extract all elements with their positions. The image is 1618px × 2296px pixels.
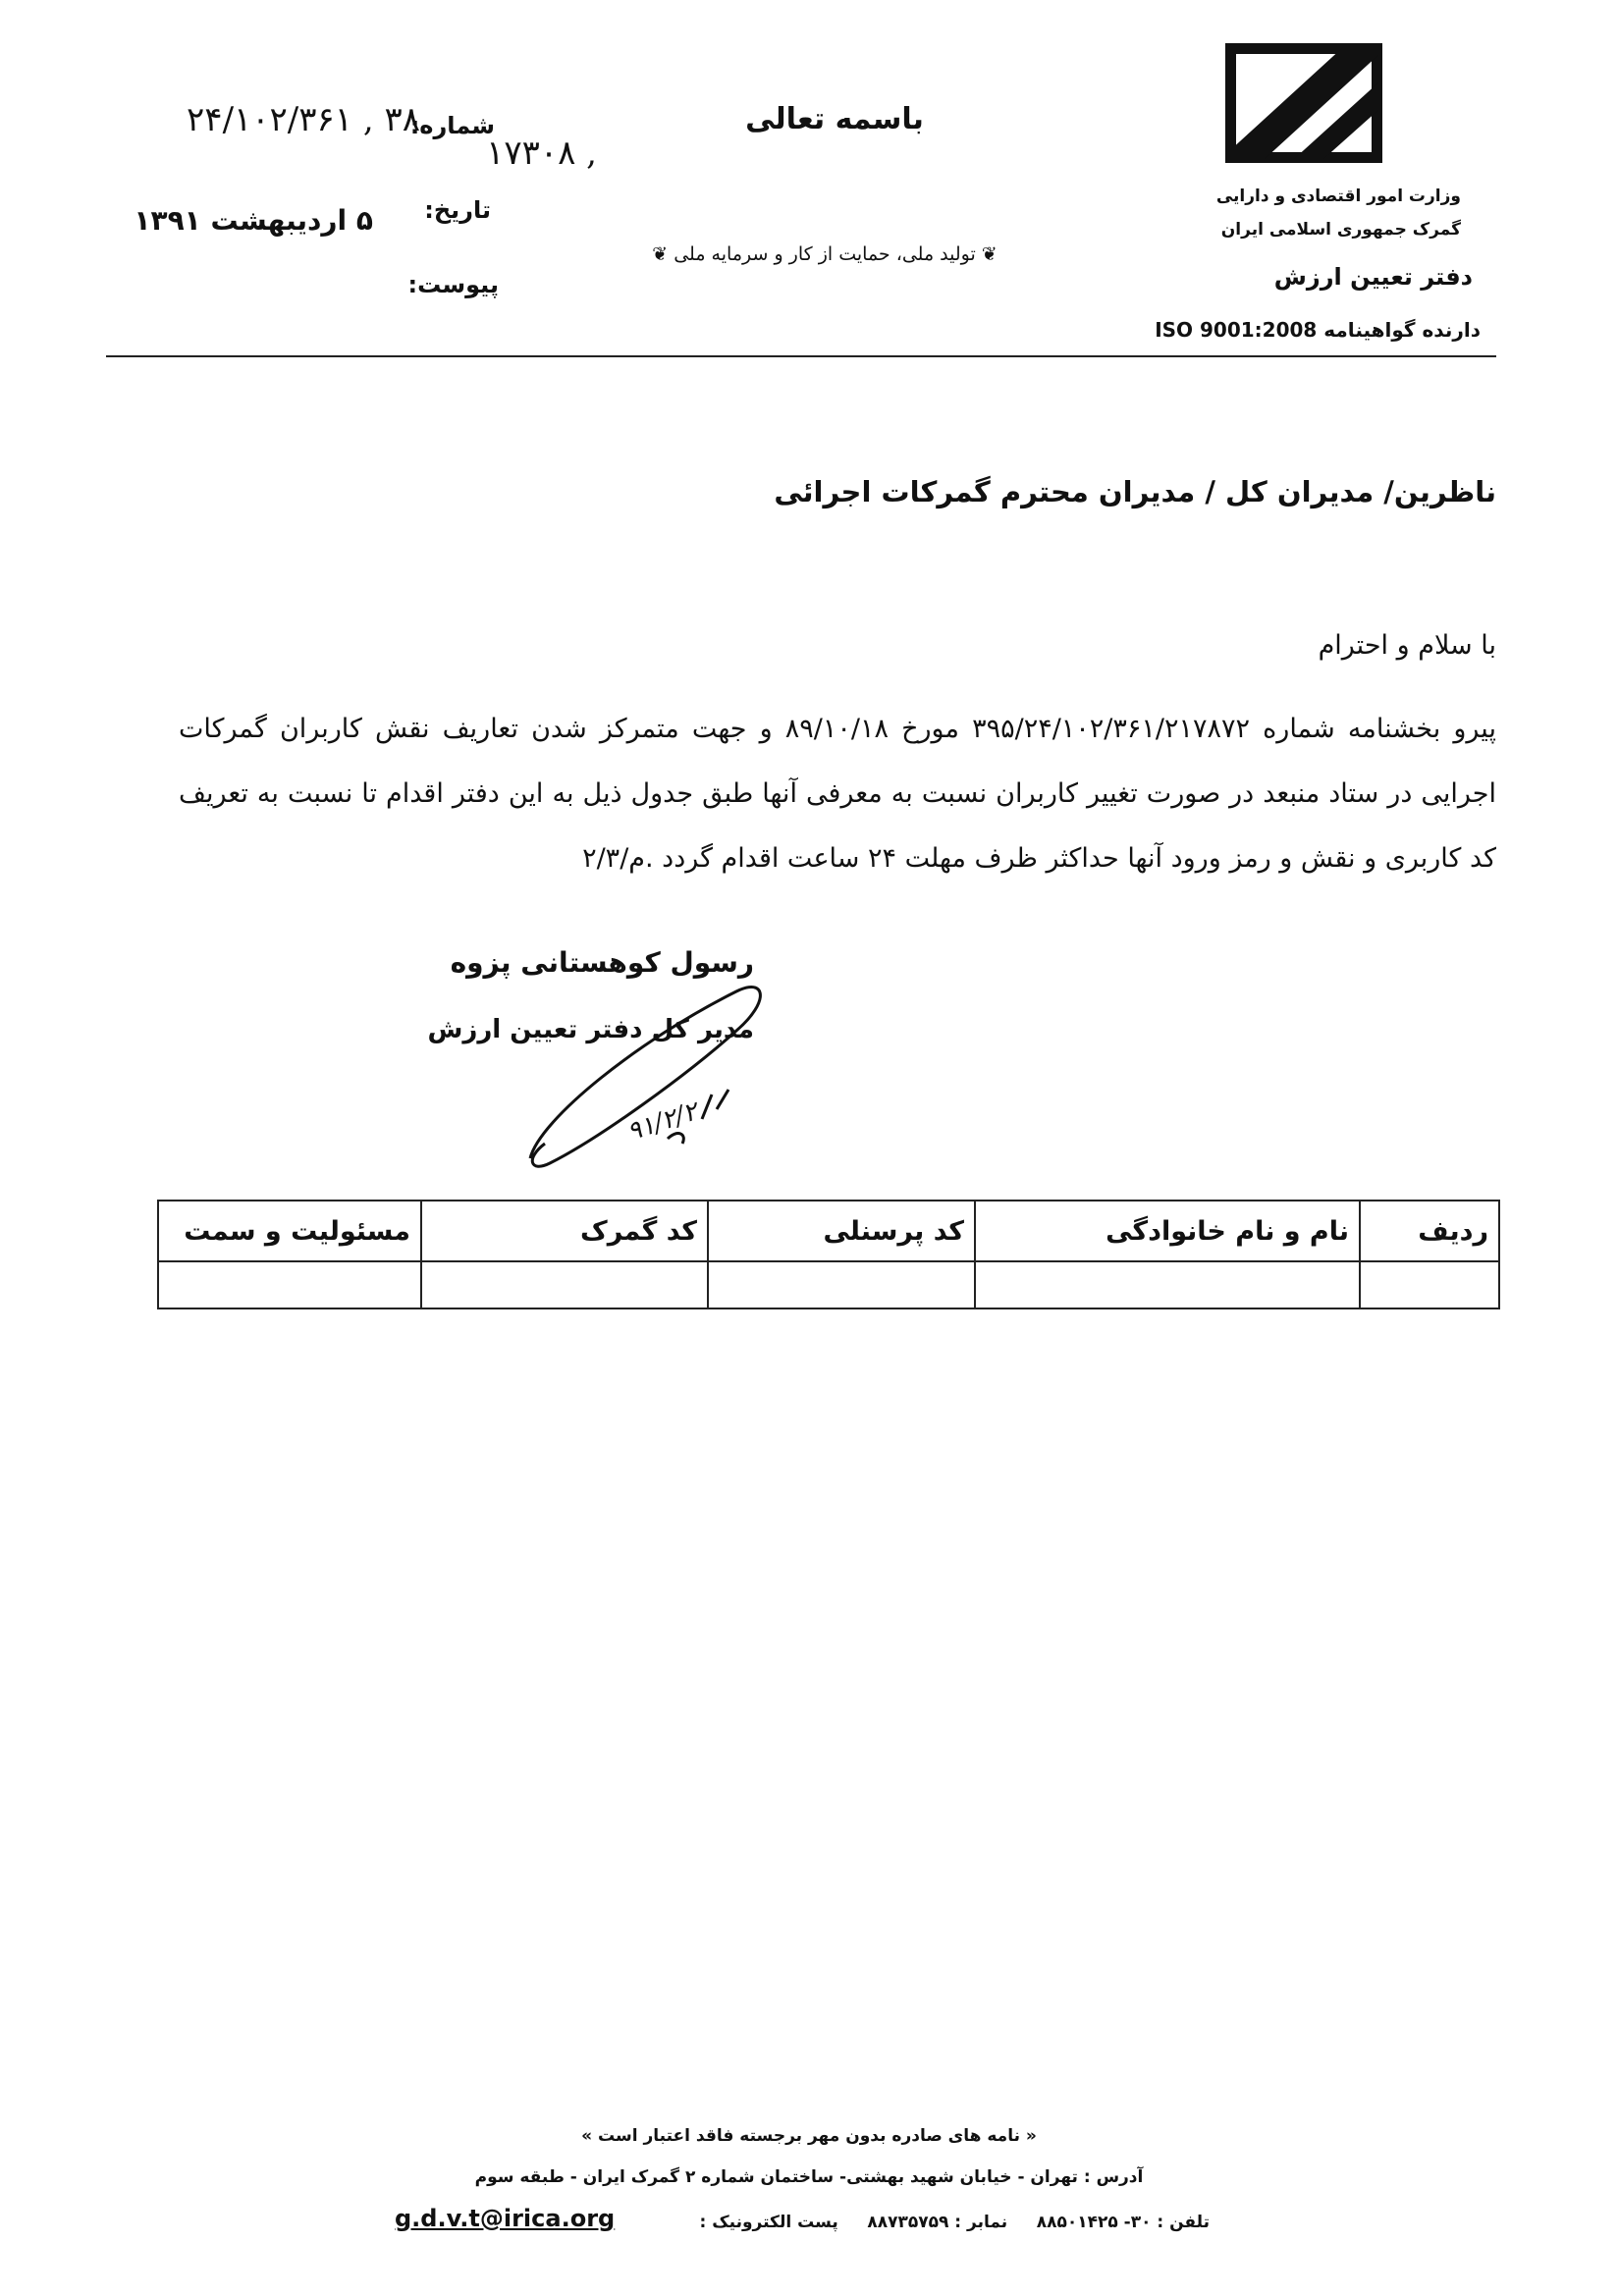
footer-address: آدرس : تهران - خیابان شهید بهشتی- ساختمان شماره ۲ گمرک ایران - طبقه سوم [474, 2167, 1144, 2187]
table-cell [421, 1261, 708, 1308]
motto-mark-icon: ❦ [652, 243, 674, 265]
customs-logo-icon [1225, 43, 1382, 163]
signatory-name: رسول کوهستانی پزوه [450, 946, 754, 979]
org-line-customs: گمرک جمهوری اسلامی ایران [1220, 220, 1461, 240]
department-name: دفتر تعیین ارزش [1273, 263, 1473, 291]
fax-number: ۸۸۷۳۵۷۵۹ [867, 2213, 949, 2232]
table-cell [158, 1261, 421, 1308]
email-label: پست الکترونیک : [699, 2213, 838, 2232]
number-value-2: ۱۷۳۰۸ , [486, 133, 597, 173]
attachment-label: پیوست: [407, 271, 499, 298]
staff-table [157, 1200, 1500, 1309]
motto-text: تولید ملی، حمایت از کار و سرمایه ملی [674, 243, 976, 265]
col-header-customs-code: کد گمرک [421, 1201, 708, 1261]
fax-label: نمابر : [954, 2213, 1008, 2232]
body-paragraph: پیرو بخشنامه شماره ۳۹۵/۲۴/۱۰۲/۳۶۱/۲۱۷۸۷۲ مورخ ۸۹/۱۰/۱۸ و جهت متمرکز شدن تعاریف نقش کاربران گمرکات اجرایی در ستاد منبعد در صورت تغییر کاربران نسبت به معرفی آنها طبق جدول ذیل به این دفتر اقدام تا نسبت به تعریف کد کاربری و نقش و رمز ورود آنها حداکثر ظرف مهلت ۲۴ ساعت اقدام گردد .م/۲/۳ [179, 714, 1496, 874]
col-header-row-number: ردیف [1360, 1201, 1499, 1261]
recipients-line: ناظرین/ مدیران کل / مدیران محترم گمرکات اجرائی [774, 475, 1496, 508]
col-header-full-name: نام و نام خانوادگی [975, 1201, 1360, 1261]
table-cell [708, 1261, 975, 1308]
greeting: با سلام و احترام [1318, 630, 1496, 661]
org-line-ministry: وزارت امور اقتصادی و دارایی [1215, 187, 1461, 206]
table-header-row [158, 1201, 1499, 1261]
motto-mark-icon: ❦ [975, 243, 998, 265]
signature-date: ۹۱/۲/۲ [623, 1096, 702, 1148]
signatory-title: مدیر کل دفتر تعیین ارزش [427, 1015, 754, 1044]
date-value: ۵ اردیبهشت ۱۳۹۱ [134, 204, 373, 237]
table-cell [975, 1261, 1360, 1308]
number-value: ۲۴/۱۰۲/۳۶۱ , ۳۸ [187, 100, 420, 139]
col-header-responsibility: مسئولیت و سمت [158, 1201, 421, 1261]
phone-label: تلفن : [1157, 2213, 1210, 2232]
number-label: شماره: [409, 112, 495, 139]
table-cell [1360, 1261, 1499, 1308]
handwritten-signature [520, 962, 776, 1178]
table-row [158, 1261, 1499, 1308]
basmala-heading: باسمه تعالی [745, 102, 924, 136]
phone-number: ۳۰- ۸۸۵۰۱۴۲۵ [1036, 2213, 1152, 2232]
date-label: تاریخ: [424, 196, 491, 224]
iso-certificate: دارنده گواهینامه ISO 9001:2008 [1155, 318, 1481, 342]
col-header-personnel-code: کد پرسنلی [708, 1201, 975, 1261]
footer-notice: « نامه های صادره بدون مهر برجسته فاقد اعتبار است » [581, 2126, 1037, 2146]
footer-contacts [700, 2213, 1210, 2232]
email-link[interactable]: g.d.v.t@irica.org [395, 2205, 616, 2232]
motto-line [579, 243, 1070, 265]
header-divider [106, 355, 1496, 357]
